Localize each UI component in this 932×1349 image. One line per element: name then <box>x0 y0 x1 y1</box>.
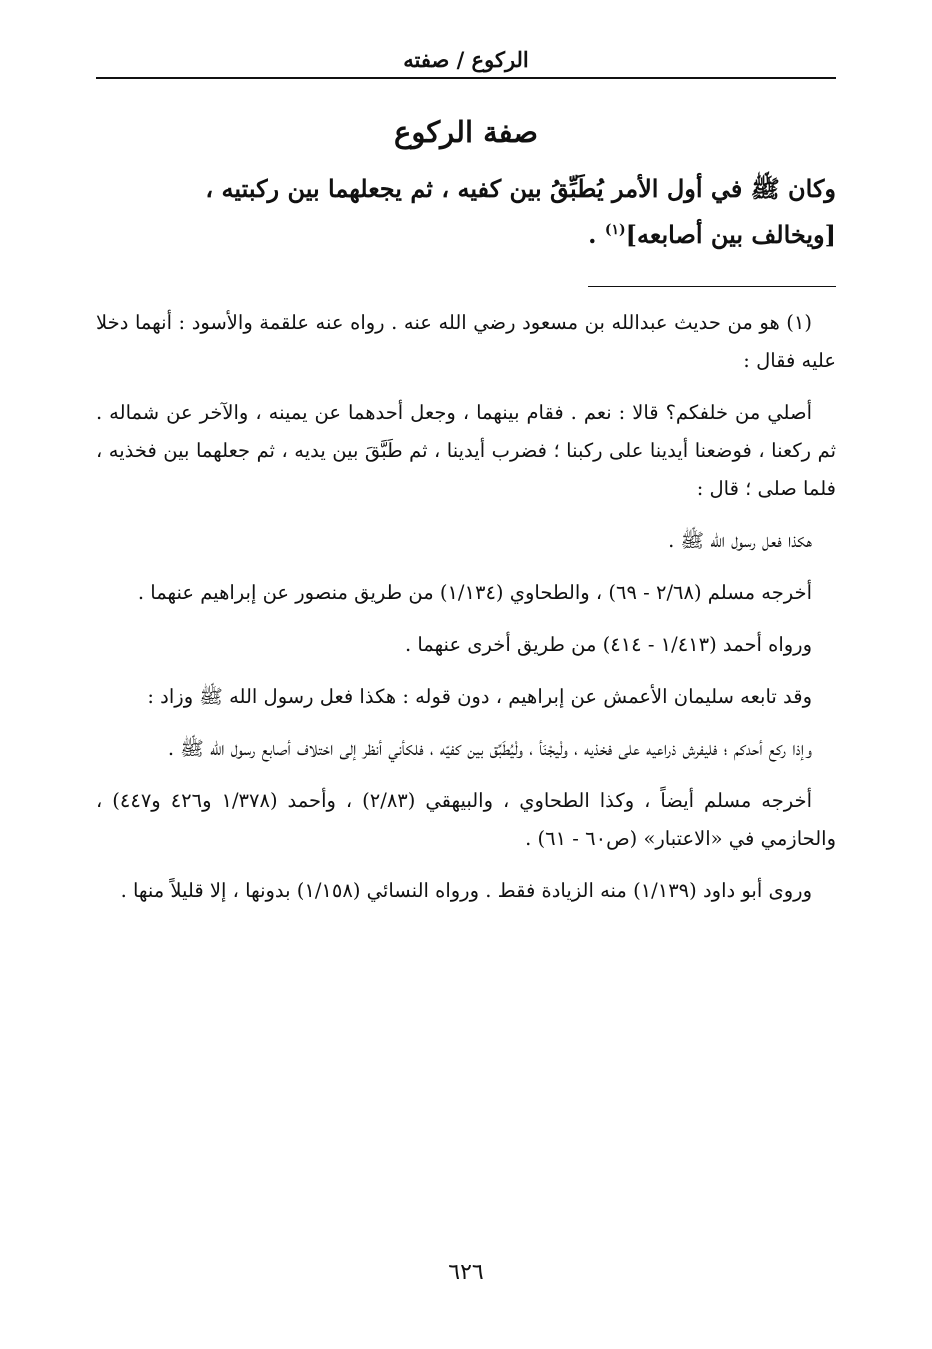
footnote-paragraph: أخرجه مسلم أيضاً ، وكذا الطحاوي ، والبيهقي (٢/٨٣) ، وأحمد (١/٣٧٨ و٤٢٦ و٤٤٧) ، والحازمي في «الاعتبار» (ص٦٠ - ٦١) . <box>96 789 836 850</box>
section-title: صفة الركوع <box>394 115 538 149</box>
book-page <box>96 0 836 1349</box>
footnote-separator <box>588 286 836 287</box>
main-text-line-2-end: . <box>588 220 605 249</box>
footnote-paragraph: وروى أبو داود (١/١٣٩) منه الزيادة فقط . ورواه النسائي (١/١٥٨) بدونها ، إلا قليلاً منها . <box>120 879 812 902</box>
footnote-paragraph: هكذا فعل رسول الله ﷺ . <box>668 529 812 552</box>
footnote-paragraph: أخرجه مسلم (٢/٦٨ - ٦٩) ، والطحاوي (١/١٣٤) من طريق منصور عن إبراهيم عنهما . <box>137 581 812 604</box>
footnote-paragraph: أصلي من خلفكم؟ قالا : نعم . فقام بينهما ، وجعل أحدهما عن يمينه ، والآخر عن شماله . ثم ركعنا ، فوضعنا أيدينا على ركبنا ؛ فضرب أيدينا ، ثم طَبَّقَ بين يديه ، ثم جعلهما بين فخذيه ، فلما صلى ؛ قال : <box>96 401 836 500</box>
main-text-line-2 <box>96 212 836 258</box>
page-number: ٦٢٦ <box>448 1260 484 1285</box>
main-text-line-2-body: [ويخالف بين أصابعه] <box>625 220 836 249</box>
main-text <box>96 166 836 258</box>
footnote-paragraph: وإذا ركع أحدكم ؛ فليفرش ذراعيه على فخذيه ، ولْيجْنَأ ، ولْيُطَبِّق بين كفيّه ، فلكأني أنظر إلى اختلاف أصابع رسول الله ﷺ . <box>167 737 812 760</box>
footnote-paragraph: (١) هو من حديث عبدالله بن مسعود رضي الله عنه . رواه عنه علقمة والأسود : أنهما دخلا عليه فقال : <box>96 311 836 372</box>
footnote-paragraph: وقد تابعه سليمان الأعمش عن إبراهيم ، دون قوله : هكذا فعل رسول الله ﷺ وزاد : <box>147 685 812 708</box>
footnote-reference[interactable]: (١) <box>604 222 626 238</box>
footnote-paragraph: ورواه أحمد (١/٤١٣ - ٤١٤) من طريق أخرى عنهما . <box>404 633 812 656</box>
header-rule <box>96 77 836 79</box>
footnotes <box>96 304 836 924</box>
main-text-line-1: وكان ﷺ في أول الأمر يُطَبِّقُ بين كفيه ، ثم يجعلهما بين ركبتيه ، <box>205 174 836 203</box>
running-head: الركوع / صفته <box>403 47 529 72</box>
